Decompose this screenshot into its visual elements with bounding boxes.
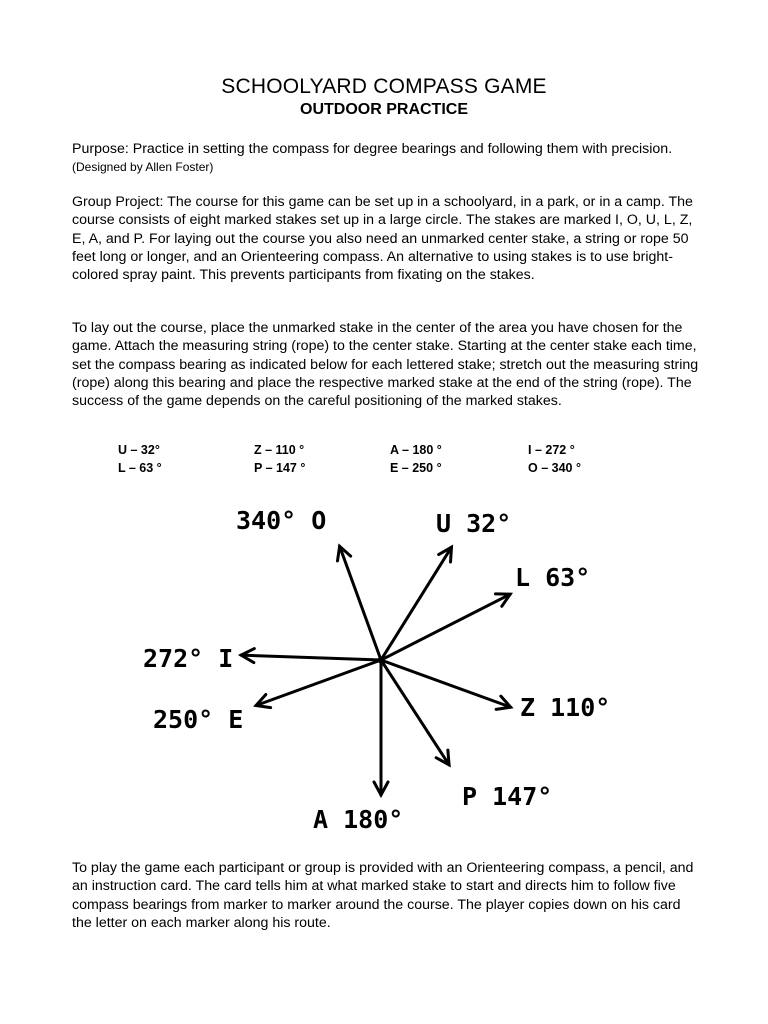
stake-label-l: L 63° [515,563,591,592]
ray-p-line [381,660,449,765]
stake-label-o: 340° O [236,506,327,535]
bearing-cell: E – 250 ° [390,461,442,475]
ray-e-line [256,660,381,705]
center-stake [378,657,385,664]
bearing-cell: U – 32° [118,443,160,457]
bearing-table [72,441,702,477]
stake-label-e: 250° E [153,705,244,734]
stake-label-z: Z 110° [520,693,611,722]
page-subtitle: OUTDOOR PRACTICE [300,101,468,118]
stake-label-i: 272° I [143,644,234,673]
ray-z-line [381,660,511,707]
designer-credit: (Designed by Allen Foster) [72,160,214,175]
layout-instructions-paragraph: To lay out the course, place the unmarked stake in the center of the area you have chosen for the game. Attach the measuring string (rope) to the center stake. Starting at the center stake each time, set the compass bearing as indicated below for each lettered stake; stretch out the measuring string (rope) along this bearing and place the respective marked stake at the end of the string (rope). The success of the game depends on the careful positioning of the marked stakes. [72,320,699,410]
bearing-cell: I – 272 ° [528,443,575,457]
ray-o-line [340,546,381,660]
purpose-paragraph [72,140,702,177]
group-project-paragraph: Group Project: The course for this game can be set up in a schoolyard, in a park, or in a camp. The course consists of eight marked stakes set up in a large circle. The stakes are marked I, O, U, L, Z, E, A, and P. For laying out the course you also need an unmarked center stake, a string or rope 50 feet long or longer, and an Orienteering compass. An alternative to using stakes is to use bright-colored spray paint. This prevents participants from fixating on the stakes. [72,194,693,284]
compass-bearing-diagram [0,490,768,850]
stake-label-a: A 180° [313,805,404,834]
bearing-cell: Z – 110 ° [254,443,305,457]
purpose-text: Purpose: Practice in setting the compass for degree bearings and following them with precision. [72,141,673,157]
bearing-cell: P – 147 ° [254,461,306,475]
play-instructions-paragraph: To play the game each participant or group is provided with an Orienteering compass, a pencil, and an instruction card. The card tells him at what marked stake to start and directs him to follow five compass bearings from marker to marker around the course. The player copies down on his card the letter on each marker along his route. [72,860,694,931]
stake-label-p: P 147° [462,782,553,811]
bearing-rays [241,546,511,795]
bearing-cell: L – 63 ° [118,461,162,475]
bearing-row [72,441,702,459]
page-title: SCHOOLYARD COMPASS GAME [221,75,547,98]
bearing-cell: A – 180 ° [390,443,442,457]
ray-i-line [241,655,381,660]
bearing-row [72,459,702,477]
stake-label-u: U 32° [436,509,512,538]
bearing-cell: O – 340 ° [528,461,581,475]
